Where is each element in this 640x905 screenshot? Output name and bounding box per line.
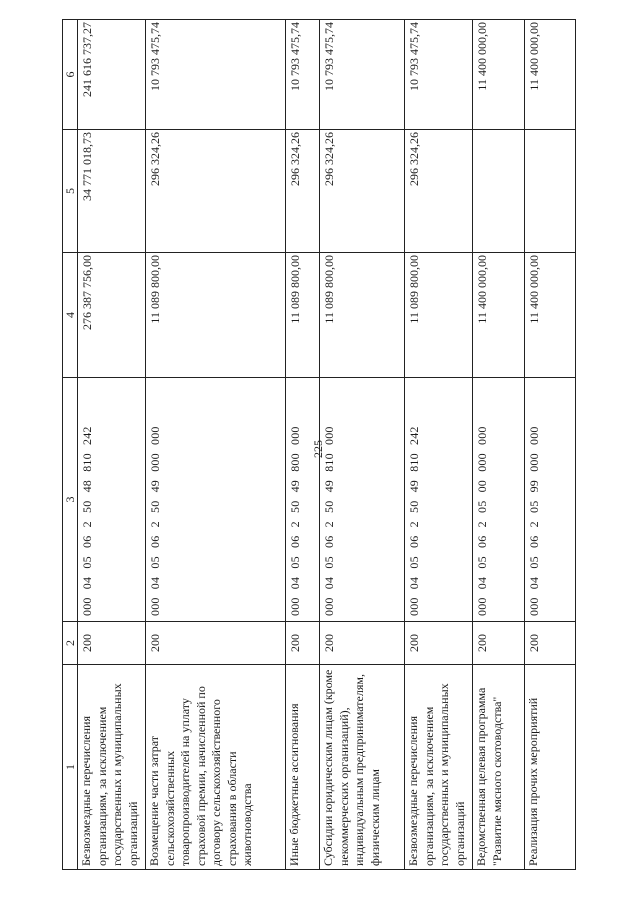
row-kbk: 000 04 05 06 2 50 49 810 000 [320,378,405,622]
row-col6: 10 793 475,74 [286,20,320,130]
row-col6: 11 400 000,00 [473,20,525,130]
row-code: 200 [78,622,146,665]
table-row [78,20,146,870]
column-header-2: 2 [63,622,78,665]
row-kbk: 000 04 05 06 2 05 99 000 000 [525,378,576,622]
row-kbk: 000 04 05 06 2 50 48 810 242 [78,378,146,622]
column-header-1: 1 [63,665,78,870]
row-col5 [525,130,576,253]
row-col6: 10 793 475,74 [405,20,473,130]
row-name: Ведомственная целевая программа "Развитие мясного скотоводства" [473,665,525,870]
row-kbk: 000 04 05 06 2 50 49 810 242 [405,378,473,622]
row-col4: 11 089 800,00 [286,253,320,378]
row-col6: 11 400 000,00 [525,20,576,130]
column-header-6: 6 [63,20,78,130]
table-row [320,20,405,870]
row-col5: 296 324,26 [320,130,405,253]
row-name: Возмещение части затрат сельскохозяйственных товаропроизводителей на уплату страховой премии, начисленной по договору сельскохозяйственного страхования в области животноводства [146,665,286,870]
table-row [525,20,576,870]
row-code: 200 [146,622,286,665]
row-col6: 241 616 737,27 [78,20,146,130]
table-row [286,20,320,870]
column-header-4: 4 [63,253,78,378]
row-code: 200 [286,622,320,665]
row-col5: 296 324,26 [405,130,473,253]
row-col6: 10 793 475,74 [146,20,286,130]
row-name: Иные бюджетные ассигнования [286,665,320,870]
table-row [473,20,525,870]
budget-table [62,19,576,870]
budget-table-container [62,20,574,870]
row-kbk: 000 04 05 06 2 50 49 800 000 [286,378,320,622]
page-number: 225 [311,440,325,458]
row-code: 200 [525,622,576,665]
row-col5: 296 324,26 [146,130,286,253]
row-code: 200 [473,622,525,665]
row-name: Субсидии юридическим лицам (кроме некоммерческих организаций), индивидуальным предпринимателям, физическим лицам [320,665,405,870]
row-col4: 11 089 800,00 [146,253,286,378]
row-kbk: 000 04 05 06 2 50 49 000 000 [146,378,286,622]
header-row [63,20,78,870]
row-code: 200 [320,622,405,665]
row-col5 [473,130,525,253]
row-col4: 276 387 756,00 [78,253,146,378]
row-col5: 34 771 018,73 [78,130,146,253]
column-header-5: 5 [63,130,78,253]
row-name: Реализация прочих мероприятий [525,665,576,870]
row-name: Безвозмездные перечисления организациям, за исключением государственных и муниципальных организаций [78,665,146,870]
row-col4: 11 089 800,00 [405,253,473,378]
table-row [405,20,473,870]
row-code: 200 [405,622,473,665]
row-col4: 11 400 000,00 [473,253,525,378]
row-col4: 11 089 800,00 [320,253,405,378]
row-name: Безвозмездные перечисления организациям, за исключением государственных и муниципальных организаций [405,665,473,870]
row-col5: 296 324,26 [286,130,320,253]
row-col6: 10 793 475,74 [320,20,405,130]
row-kbk: 000 04 05 06 2 05 00 000 000 [473,378,525,622]
table-row [146,20,286,870]
row-col4: 11 400 000,00 [525,253,576,378]
column-header-3: 3 [63,378,78,622]
